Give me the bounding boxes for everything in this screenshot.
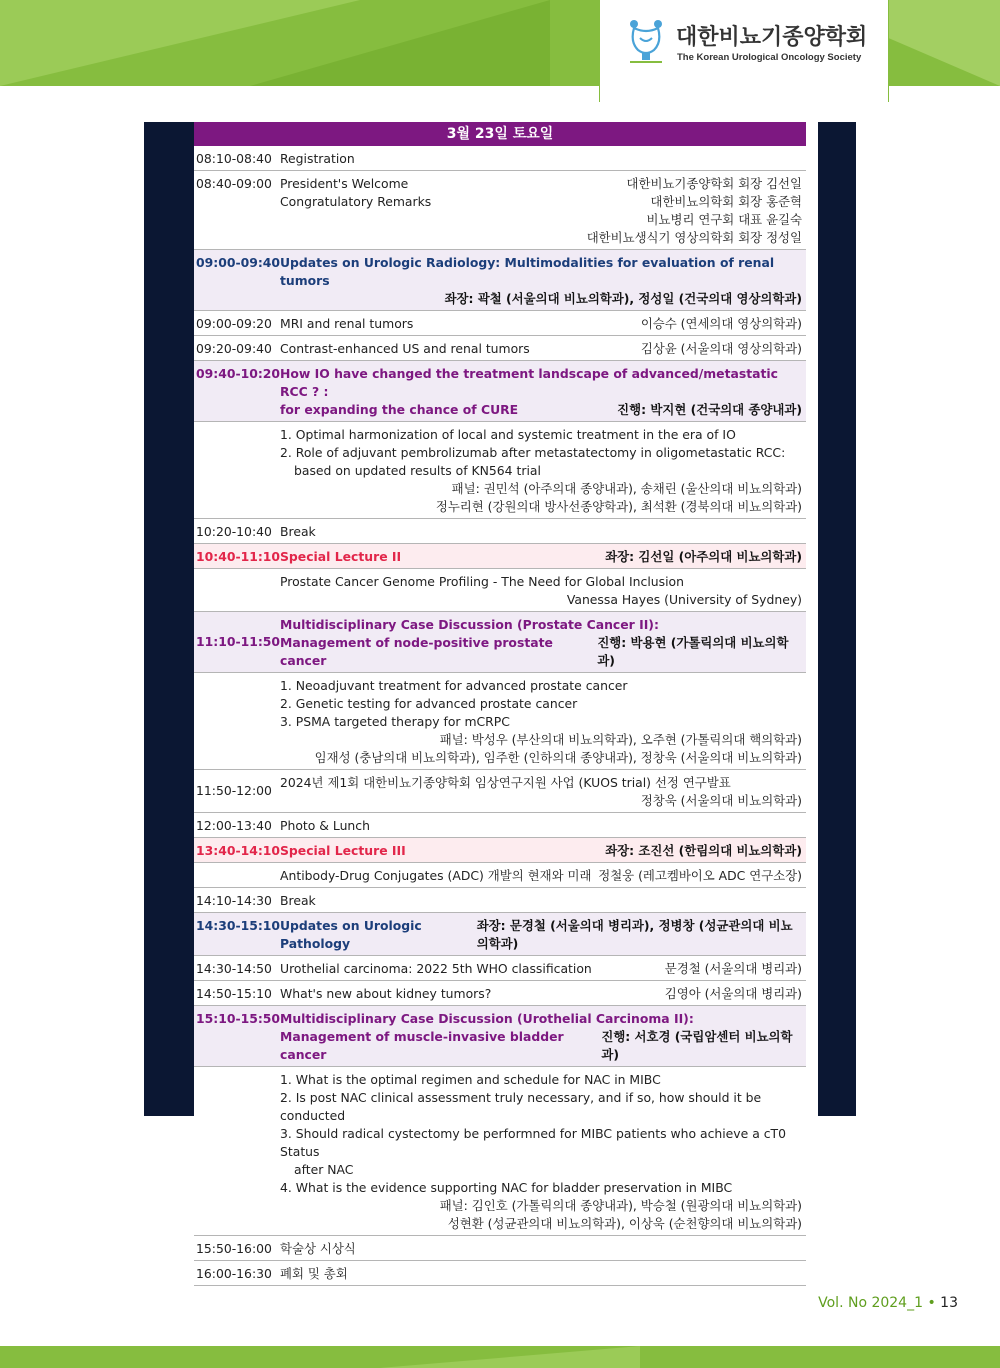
schedule-row	[194, 863, 806, 888]
session-time: 08:10-08:40	[196, 151, 272, 166]
schedule-row	[194, 311, 806, 336]
volume-label: Vol. No 2024_1	[818, 1295, 923, 1311]
session-title: Multidisciplinary Case Discussion (Urothelial Carcinoma II):	[280, 1011, 694, 1026]
session-title: How IO have changed the treatment landscape of advanced/metastatic RCC ? :	[280, 366, 779, 399]
schedule-row	[194, 956, 806, 981]
session-title: Special Lecture II	[280, 549, 402, 564]
discussion-item: 2. Is post NAC clinical assessment truly necessary, and if so, how should it be conducted	[280, 1090, 762, 1123]
left-dark-margin	[144, 122, 194, 1116]
discussion-item: 1. What is the optimal regimen and schedule for NAC in MIBC	[280, 1072, 661, 1087]
session-chair: 좌장: 김선일 (아주의대 비뇨의학과)	[605, 549, 802, 564]
right-dark-margin	[818, 122, 856, 1116]
discussion-item: 4. What is the evidence supporting NAC for bladder preservation in MIBC	[280, 1180, 733, 1195]
speaker: 대한비뇨의학회 회장 홍준혁	[650, 194, 802, 209]
lecture-header-row	[194, 838, 806, 863]
session-chair: 좌장: 조진선 (한림의대 비뇨의학과)	[605, 843, 802, 858]
speaker: 대한비뇨기종양학회 회장 김선일	[626, 176, 802, 191]
session-title: Break	[280, 524, 316, 539]
session-time: 10:20-10:40	[196, 524, 272, 539]
session-time: 09:40-10:20	[196, 366, 281, 381]
talk-title: Antibody-Drug Conjugates (ADC) 개발의 현재와 미래	[280, 868, 592, 883]
org-name-english: The Korean Urological Oncology Society	[677, 52, 862, 63]
schedule-row	[194, 888, 806, 913]
speaker: Vanessa Hayes (University of Sydney)	[566, 592, 802, 607]
session-time: 14:10-14:30	[196, 893, 272, 908]
talk-title: Prostate Cancer Genome Profiling - The Need for Global Inclusion	[280, 574, 684, 589]
discussion-item: 2. Genetic testing for advanced prostate cancer	[280, 696, 578, 711]
talk-title: Urothelial carcinoma: 2022 5th WHO classification	[280, 961, 592, 976]
session-title: Registration	[280, 151, 355, 166]
schedule-table	[194, 122, 806, 1281]
session-title: 학술상 시상식	[280, 1241, 356, 1256]
session-title: Updates on Urologic Radiology: Multimodalities for evaluation of renal tumors	[280, 255, 775, 288]
session-time: 09:00-09:20	[196, 316, 272, 331]
speaker: 대한비뇨생식기 영상의학회 회장 정성일	[586, 230, 802, 245]
session-subtitle: Management of node-positive prostate cancer	[280, 635, 553, 668]
discussion-item: 1. Optimal harmonization of local and systemic treatment in the era of IO	[280, 427, 736, 442]
speaker: 김상윤 (서울의대 영상의학과)	[640, 341, 802, 356]
discussion-item: 1. Neoadjuvant treatment for advanced prostate cancer	[280, 678, 628, 693]
panel-list: 성현환 (성균관의대 비뇨의학과), 이상욱 (순천향의대 비뇨의학과)	[447, 1216, 802, 1231]
talk-title: MRI and renal tumors	[280, 316, 414, 331]
session-subtitle: Management of muscle-invasive bladder cancer	[280, 1029, 564, 1062]
session-time: 12:00-13:40	[196, 818, 272, 833]
speaker: 비뇨병리 연구회 대표 윤길숙	[646, 212, 802, 227]
schedule-row	[194, 1067, 806, 1236]
session-time: 09:00-09:40	[196, 255, 281, 270]
session-time: 13:40-14:10	[196, 843, 281, 858]
discussion-item: based on updated results of KN564 trial	[294, 463, 541, 478]
org-name-korean: 대한비뇨기종양학회	[676, 25, 868, 50]
schedule-row	[194, 770, 806, 813]
speaker: 이승수 (연세의대 영상의학과)	[640, 316, 802, 331]
schedule-row	[194, 1261, 806, 1286]
bottom-decorative-band	[0, 1346, 1000, 1368]
session-header-row	[194, 1006, 806, 1067]
schedule-row	[194, 981, 806, 1006]
session-time: 14:30-15:10	[196, 918, 281, 933]
session-title: 폐회 및 총회	[280, 1266, 348, 1281]
session-header-row	[194, 612, 806, 673]
schedule-row	[194, 519, 806, 544]
schedule-row	[194, 171, 806, 250]
session-time: 09:20-09:40	[196, 341, 272, 356]
session-time: 11:50-12:00	[196, 783, 272, 798]
page-footer	[818, 1295, 958, 1311]
schedule-row	[194, 146, 806, 171]
session-title: Special Lecture III	[280, 843, 406, 858]
session-time: 08:40-09:00	[196, 176, 272, 191]
speaker: 정창욱 (서울의대 비뇨의학과)	[640, 793, 802, 808]
session-time: 11:10-11:50	[196, 634, 281, 649]
speaker: 문경철 (서울의대 병리과)	[664, 961, 802, 976]
discussion-item: 3. PSMA targeted therapy for mCRPC	[280, 714, 510, 729]
discussion-item: 3. Should radical cystectomy be performned for MIBC patients who achieve a cT0 Status	[280, 1126, 786, 1159]
panel-list: 임재성 (충남의대 비뇨의학과), 임주한 (인하의대 종양내과), 정창욱 (서울의대 비뇨의학과)	[314, 750, 802, 765]
schedule-row	[194, 569, 806, 612]
session-title: Break	[280, 893, 316, 908]
discussion-item: after NAC	[294, 1162, 354, 1177]
footer-separator: •	[927, 1295, 936, 1311]
lecture-header-row	[194, 544, 806, 569]
schedule-row	[194, 1236, 806, 1261]
panel-list: 패널: 권민석 (아주의대 종양내과), 송채린 (울산의대 비뇨의학과)	[451, 481, 802, 496]
session-moderator: 진행: 서호경 (국립암센터 비뇨의학과)	[601, 1029, 793, 1062]
schedule-row	[194, 336, 806, 361]
session-title: Congratulatory Remarks	[280, 194, 432, 209]
session-chair: 좌장: 문경철 (서울의대 병리과), 정병창 (성균관의대 비뇨의학과)	[476, 918, 793, 951]
panel-list: 패널: 김인호 (가톨릭의대 종양내과), 박승철 (원광의대 비뇨의학과)	[439, 1198, 802, 1213]
session-chair: 좌장: 곽철 (서울의대 비뇨의학과), 정성일 (건국의대 영상의학과)	[444, 291, 802, 306]
session-header-row	[194, 250, 806, 311]
schedule-row	[194, 673, 806, 770]
session-header-row	[194, 361, 806, 422]
session-subtitle: for expanding the chance of CURE	[280, 402, 519, 417]
session-time: 10:40-11:10	[196, 549, 281, 564]
session-time: 16:00-16:30	[196, 1266, 272, 1281]
society-logo-box	[599, 0, 889, 102]
talk-title: What's new about kidney tumors?	[280, 986, 492, 1001]
session-title: Photo & Lunch	[280, 818, 370, 833]
session-time: 15:50-16:00	[196, 1241, 272, 1256]
schedule-row	[194, 422, 806, 519]
session-title: Multidisciplinary Case Discussion (Prostate Cancer II):	[280, 617, 659, 632]
talk-title: Contrast-enhanced US and renal tumors	[280, 341, 530, 356]
discussion-item: 2. Role of adjuvant pembrolizumab after metastatectomy in oligometastatic RCC:	[280, 445, 786, 460]
schedule-row	[194, 813, 806, 838]
session-title: President's Welcome	[280, 176, 409, 191]
page-number: 13	[940, 1295, 958, 1311]
session-time: 15:10-15:50	[196, 1011, 281, 1026]
session-moderator: 진행: 박용현 (가톨릭의대 비뇨의학과)	[597, 635, 789, 668]
panel-list: 정누리현 (강원의대 방사선종양학과), 최석환 (경북의대 비뇨의학과)	[435, 499, 802, 514]
session-time: 14:50-15:10	[196, 986, 272, 1001]
session-header-row	[194, 913, 806, 956]
session-title: Updates on Urologic Pathology	[280, 918, 422, 951]
panel-list: 패널: 박성우 (부산의대 비뇨의학과), 오주현 (가톨릭의대 핵의학과)	[439, 732, 802, 747]
schedule-date-header: 3월 23일 토요일	[194, 122, 806, 146]
session-title: 2024년 제1회 대한비뇨기종양학회 임상연구지원 사업 (KUOS trial) 선정 연구발표	[280, 775, 731, 790]
society-emblem-icon	[626, 18, 666, 66]
speaker: 정철웅 (레고켐바이오 ADC 연구소장)	[598, 868, 802, 883]
session-time: 14:30-14:50	[196, 961, 272, 976]
speaker: 김영아 (서울의대 병리과)	[664, 986, 802, 1001]
session-moderator: 진행: 박지현 (건국의대 종양내과)	[617, 402, 802, 417]
